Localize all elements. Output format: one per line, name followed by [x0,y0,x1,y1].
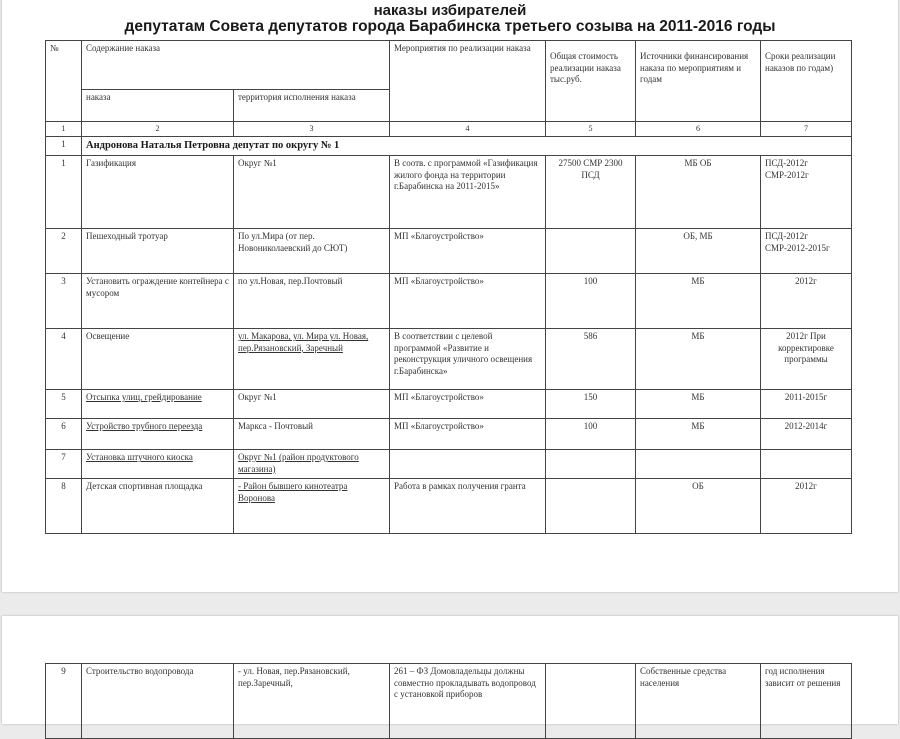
header-cost: Общая стоимость реализации наказа тыс.руб. [546,41,636,122]
row-cost [546,229,636,274]
row-order: Отсыпка улиц, грейдирование [82,390,234,419]
row-territory: ул. Макарова, ул. Мира ул. Новая, пер.Рязановский, Заречный [234,329,390,390]
table-header-row [46,41,852,90]
document-page-2 [2,616,898,724]
header-funding: Источники финансирования наказа по мероприятиям и годам [636,41,761,122]
row-territory: - Район бывшего кинотеатра Воронова [234,479,390,534]
header-content: Содержание наказа [82,41,390,90]
row-number: 1 [46,156,82,229]
row-number: 2 [46,229,82,274]
table-row [46,156,852,229]
row-funding: Собственные средства населения [636,664,761,739]
column-number: 2 [82,122,234,137]
row-order: Строительство водопровода [82,664,234,739]
row-territory: Округ №1 (район продуктового магазина) [234,450,390,479]
row-cost: 27500 СМР 2300 ПСД [546,156,636,229]
orders-table-continued [45,663,852,739]
row-terms: ПСД-2012г СМР-2012г [761,156,852,229]
row-measures: МП «Благоустройство» [390,274,546,329]
column-number-row [46,122,852,137]
header-territory: территория исполнения наказа [234,89,390,121]
row-measures: МП «Благоустройство» [390,419,546,450]
table-row [46,390,852,419]
row-number: 7 [46,450,82,479]
row-order: Установка штучного киоска [82,450,234,479]
row-measures: 261 – ФЗ Домовладельцы должны совместно прокладывать водопровод с установкой приборов [390,664,546,739]
row-cost: 100 [546,274,636,329]
table-row [46,229,852,274]
row-order: Установить ограждение контейнера с мусором [82,274,234,329]
row-measures: МП «Благоустройство» [390,229,546,274]
row-terms: год исполнения зависит от решения [761,664,852,739]
row-number: 4 [46,329,82,390]
row-measures [390,450,546,479]
row-order: Освещение [82,329,234,390]
row-funding: ОБ [636,479,761,534]
row-order: Пешеходный тротуар [82,229,234,274]
document-page-1 [2,0,898,592]
row-cost: 586 [546,329,636,390]
row-territory: Округ №1 [234,390,390,419]
column-number: 7 [761,122,852,137]
deputy-row [46,137,852,156]
column-number: 3 [234,122,390,137]
row-terms: 2011-2015г [761,390,852,419]
header-terms: Сроки реализации наказов по годам) [761,41,852,122]
row-terms: 2012г При корректировке программы [761,329,852,390]
row-cost: 100 [546,419,636,450]
row-cost [546,450,636,479]
row-measures: МП «Благоустройство» [390,390,546,419]
row-territory: По ул.Мира (от пер. Новониколаевский до СЮТ) [234,229,390,274]
row-measures: В соотв. с программой «Газификация жилого фонда на территории г.Барабинска на 2011-2015» [390,156,546,229]
row-number: 9 [46,664,82,739]
row-funding: МБ [636,274,761,329]
row-terms: ПСД-2012г СМР-2012-2015г [761,229,852,274]
row-territory: - ул. Новая, пер.Рязановский, пер.Заречный, [234,664,390,739]
column-number: 1 [46,122,82,137]
column-number: 5 [546,122,636,137]
row-number: 6 [46,419,82,450]
table-row [46,450,852,479]
row-number: 5 [46,390,82,419]
table-row [46,664,852,739]
row-terms: 2012г [761,274,852,329]
document-subtitle: депутатам Совета депутатов города Барабинска третьего созыва на 2011-2016 годы [124,18,776,35]
row-cost [546,479,636,534]
row-order: Газификация [82,156,234,229]
row-number: 3 [46,274,82,329]
row-cost: 150 [546,390,636,419]
row-terms: 2012-2014г [761,419,852,450]
row-number: 8 [46,479,82,534]
orders-table [45,40,852,534]
deputy-name: Андронова Наталья Петровна депутат по округу № 1 [82,137,852,156]
table-row [46,419,852,450]
row-territory: Маркса - Почтовый [234,419,390,450]
row-terms: 2012г [761,479,852,534]
row-measures: Работа в рамках получения гранта [390,479,546,534]
row-funding: ОБ, МБ [636,229,761,274]
header-order: наказа [82,89,234,121]
row-funding: МБ [636,419,761,450]
row-funding: МБ [636,329,761,390]
row-funding: МБ ОБ [636,156,761,229]
row-funding [636,450,761,479]
column-number: 6 [636,122,761,137]
row-terms [761,450,852,479]
table-row [46,274,852,329]
row-cost [546,664,636,739]
deputy-number: 1 [46,137,82,156]
row-territory: Округ №1 [234,156,390,229]
row-territory: по ул.Новая, пер.Почтовый [234,274,390,329]
row-measures: В соответствии с целевой программой «Развитие и реконструкция уличного освещения г.Барабинска» [390,329,546,390]
header-measures: Мероприятия по реализации наказа [390,41,546,122]
column-number: 4 [390,122,546,137]
row-funding: МБ [636,390,761,419]
header-no: № [46,41,82,122]
table-row [46,479,852,534]
table-row [46,329,852,390]
row-order: Детская спортивная площадка [82,479,234,534]
document-title: наказы избирателей [373,2,527,19]
row-order: Устройство трубного переезда [82,419,234,450]
